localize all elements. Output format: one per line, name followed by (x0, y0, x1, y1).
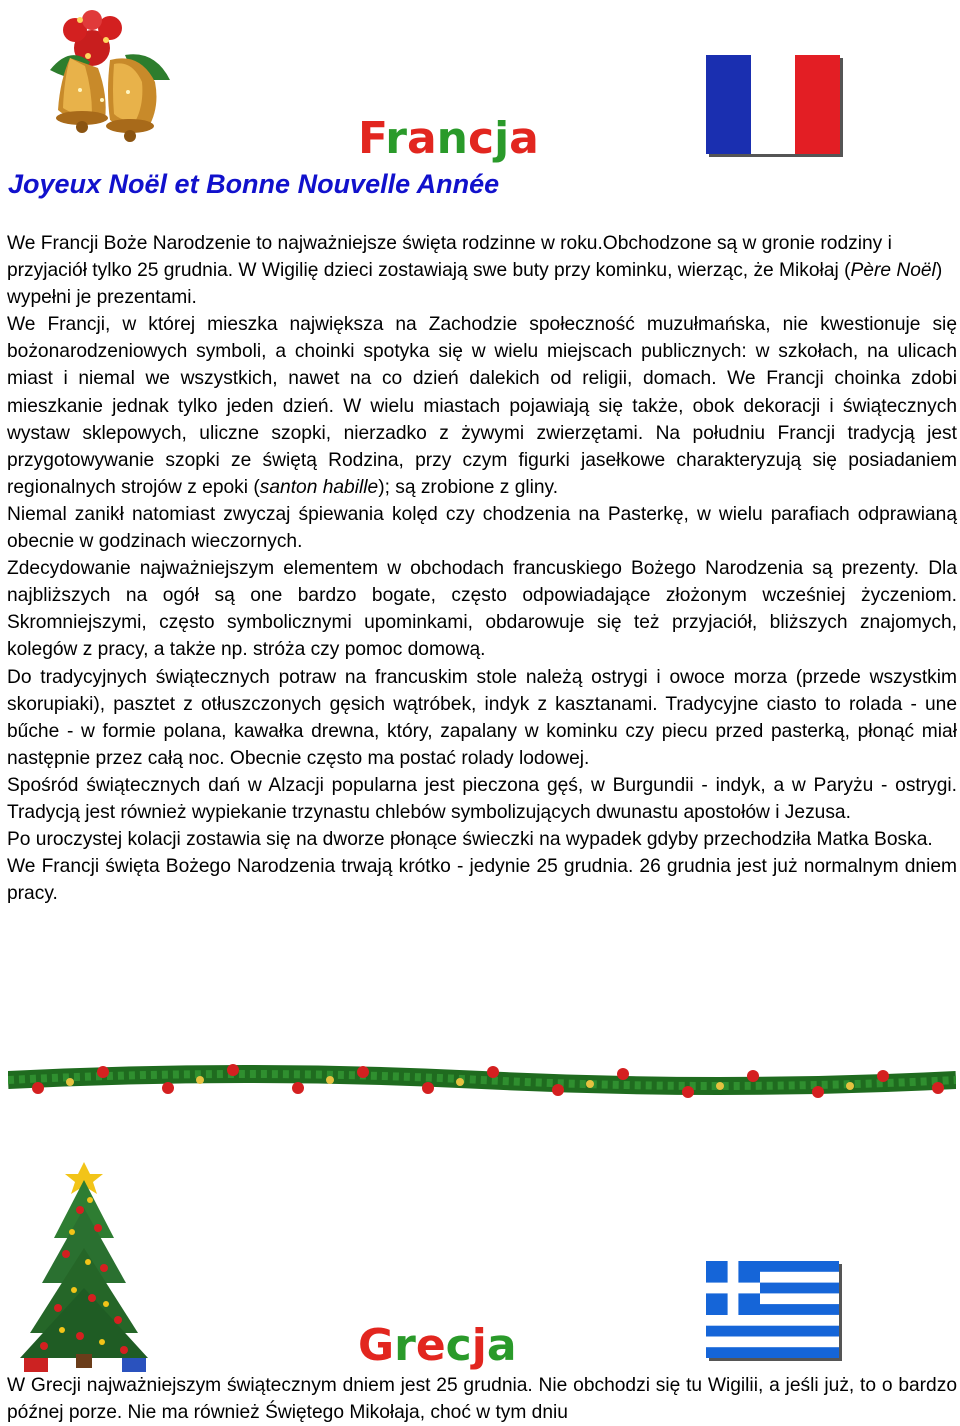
paragraph: Spośród świątecznych dań w Alzacji popularna jest pieczona gęś, w Burgundii - indyk, a w Paryżu - ostrygi. Tradycją jest również wypiekanie trzynastu chlebów symbolizujących dwunastu apostołów i Jezusa. (7, 774, 957, 823)
christmas-tree-icon (14, 1158, 154, 1373)
greek-flag-icon (706, 1261, 842, 1361)
paragraph: Do tradycyjnych świątecznych potraw na francuskim stole należą ostrygi i owoce morza (przede wszystkim skorupiaki), pasztet z otłuszczonych gęsich wątróbek, indyk z kasztanami. Tradycyjne ciasto to rolada - une bűche - w formie polana, kawałka drewna, który, zapalany w kominku czy piecu przed pasterką, płonąć miał następnie przez całą noc. Obecnie często ma postać rolady lodowej. (7, 666, 957, 769)
paragraph: Zdecydowanie najważniejszym elementem w obchodach francuskiego Bożego Narodzenia są prezenty. Dla najbliższych na ogół są one bardzo bogate, często odpowiadające złożonym wcześniej życzeniom. Skromniejszymi, często symbolicznymi upominkami, obdarowuje się też przyjaciół, bliższych znajomych, kolegów z pracy, a także np. stróża czy pomoc domową. (7, 558, 957, 661)
greeting-subtitle: Joyeux Noël et Bonne Nouvelle Année (8, 169, 500, 199)
paragraph: We Francji, w której mieszka największa na Zachodzie społeczność muzułmańska, nie kwestionuje się bożonarodzeniowych symboli, a choinki spotyka się w wielu miejscach publicznych: w szkołach, na ulicach miast i niemal we wszystkich, nawet na co dzień dalekich od religii, domach. We Francji choinka zdobi mieszkanie jednak tylko jeden dzień. W wielu miastach pojawiają się także, obok dekoracji i świątecznych wystaw sklepowych, uliczne szopki, nierzadko z żywymi zwierzętami. Na południu Francji tradycją jest przygotowywanie szopki ze świętą Rodzina, przy czym figurki jasełkowe charakteryzują się posiadaniem regionalnych strojów z epoki (santon habille); są zrobione z gliny. (7, 314, 957, 498)
greece-article (7, 1372, 957, 1426)
paragraph: W Grecji najważniejszym świątecznym dniem jest 25 grudnia. Nie obchodzi się tu Wigilii, a jeśli już, to o bardzo późnej porze. Nie ma również Świętego Mikołaja, choć w tym dniu (7, 1375, 957, 1424)
page-title-greece: Grecja (358, 1320, 517, 1371)
paragraph: We Francji święta Bożego Narodzenia trwają krótko - jedynie 25 grudnia. 26 grudnia jest już normalnym dniem pracy. (7, 856, 957, 905)
paragraph: We Francji Boże Narodzenie to najważniejsze święta rodzinne w roku.Obchodzone są w gronie rodziny i przyjaciół tylko 25 grudnia. W Wigilię dzieci zostawiają swe buty przy kominku, wierząc, że Mikołaj (Père Noël) wypełni je prezentami. (7, 233, 943, 309)
garland-divider-icon (8, 1058, 956, 1110)
paragraph: Niemal zanikł natomiast zwyczaj śpiewania kolęd czy chodzenia na Pasterkę, w wielu parafiach odprawianą obecnie w godzinach wieczornych. (7, 503, 957, 553)
france-article (7, 230, 957, 907)
christmas-bells-icon (30, 0, 180, 155)
paragraph: Po uroczystej kolacji zostawia się na dworze płonące świeczki na wypadek gdyby przechodziła Matka Boska. (7, 829, 933, 851)
page-title-france: Francja (358, 113, 539, 164)
french-flag-icon (706, 55, 840, 154)
